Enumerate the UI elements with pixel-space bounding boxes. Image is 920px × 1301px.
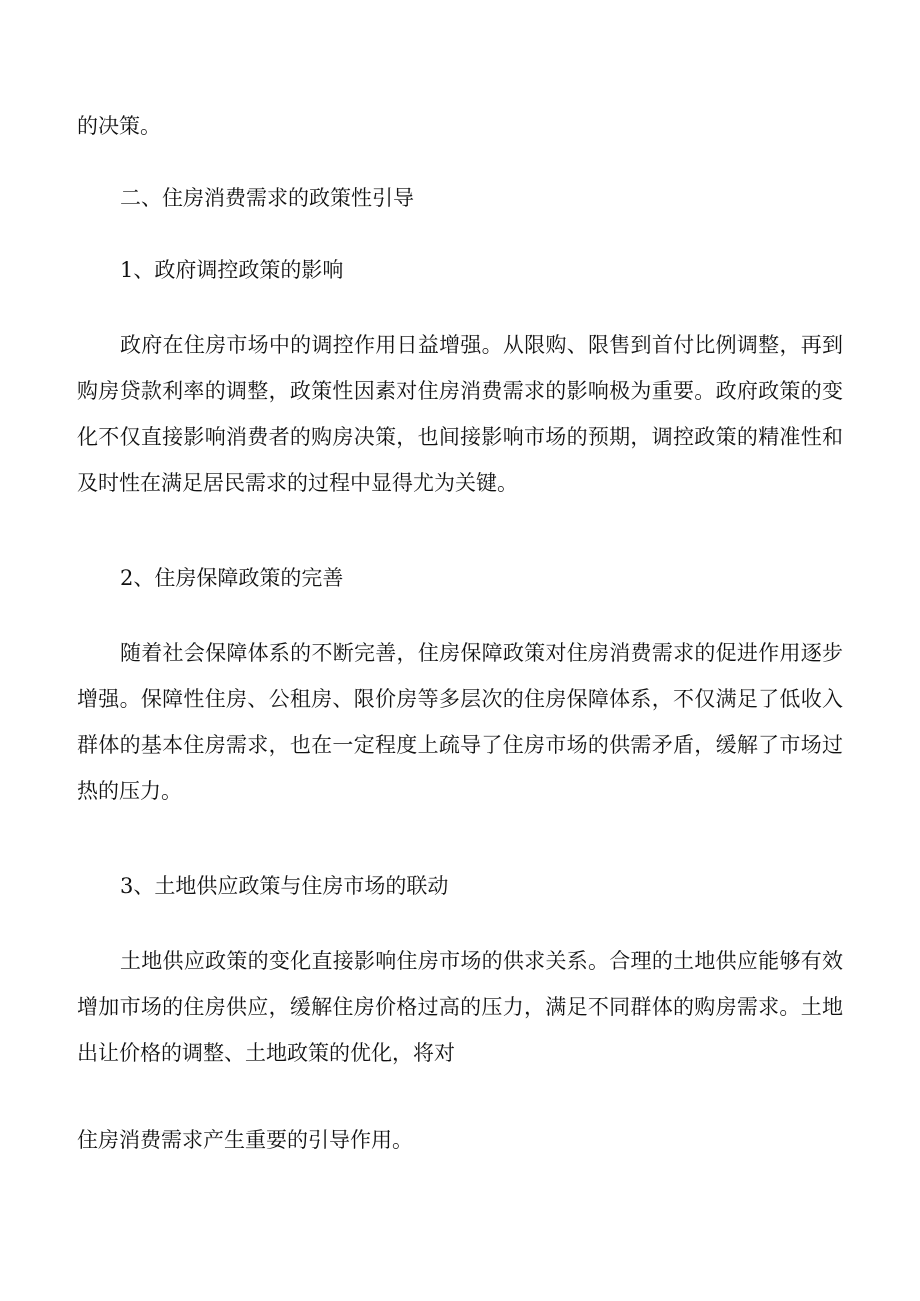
subsection-heading-1: 1、政府调控政策的影响: [120, 258, 344, 282]
continuation-text-bottom: 住房消费需求产生重要的引导作用。: [77, 1128, 413, 1152]
subsection-body-3: 土地供应政策的变化直接影响住房市场的供求关系。合理的土地供应能够有效增加市场的住房供应，缓解住房价格过高的压力，满足不同群体的购房需求。土地出让价格的调整、土地政策的优化，将对: [77, 949, 843, 1065]
continuation-text-top: 的决策。: [77, 114, 161, 138]
subsection-heading-2: 2、住房保障政策的完善: [120, 566, 344, 590]
subsection-body-2: 随着社会保障体系的不断完善，住房保障政策对住房消费需求的促进作用逐步增强。保障性住房、公租房、限价房等多层次的住房保障体系，不仅满足了低收入群体的基本住房需求，也在一定程度上疏导了住房市场的供需矛盾，缓解了市场过热的压力。: [77, 641, 843, 803]
subsection-heading-3: 3、土地供应政策与住房市场的联动: [120, 874, 449, 898]
section-title: 二、住房消费需求的政策性引导: [120, 186, 414, 210]
subsection-body-1: 政府在住房市场中的调控作用日益增强。从限购、限售到首付比例调整，再到购房贷款利率的调整，政策性因素对住房消费需求的影响极为重要。政府政策的变化不仅直接影响消费者的购房决策，也间接影响市场的预期，调控政策的精准性和及时性在满足居民需求的过程中显得尤为关键。: [77, 333, 843, 495]
